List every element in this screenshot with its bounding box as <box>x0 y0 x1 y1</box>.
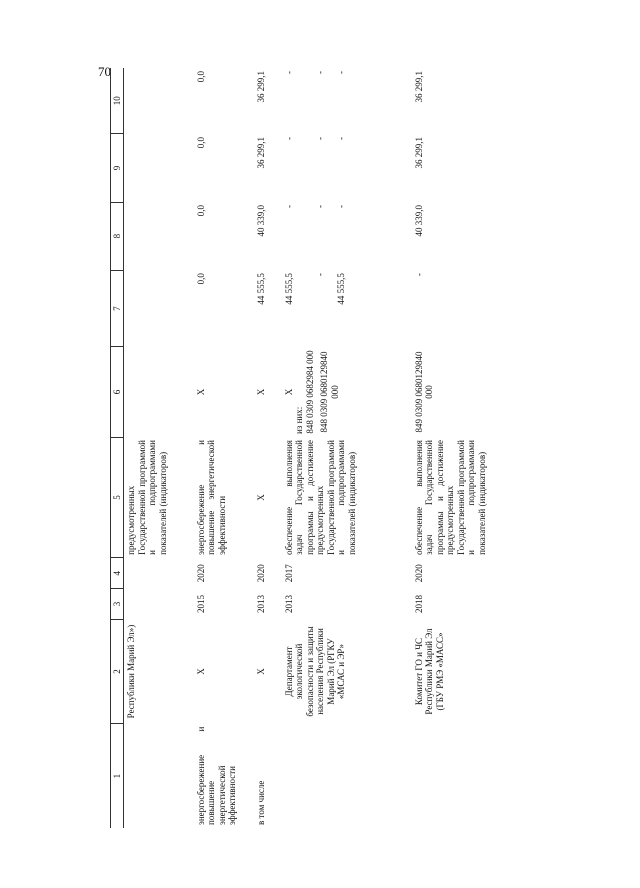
column-number-row <box>111 68 124 828</box>
col-header-7: 7 <box>111 270 124 347</box>
col-header-1: 1 <box>111 724 124 828</box>
cell-c7 <box>124 270 194 347</box>
cell-c7: 0,0 <box>195 273 206 285</box>
col-header-10: 10 <box>111 68 124 134</box>
cell-c6-total: Х <box>283 388 294 396</box>
cell-c3 <box>124 589 194 620</box>
cell-c7-line-1: - <box>315 273 325 277</box>
cell-c1 <box>282 724 412 828</box>
table-row <box>282 68 412 828</box>
table-row <box>194 68 254 828</box>
program-table <box>110 68 532 828</box>
cell-c6-code-1: 848 0309 0682984 000 <box>304 350 315 434</box>
col-header-2: 2 <box>111 619 124 723</box>
col-header-9: 9 <box>111 134 124 202</box>
col-header-3: 3 <box>111 589 124 620</box>
cell-c10-line-2: - <box>335 71 346 74</box>
cell-c5: предусмотренных Государственной программой и подпрограммами показателей (индикаторов) <box>126 440 168 555</box>
cell-c8-total: - <box>283 205 294 209</box>
col-header-8: 8 <box>111 202 124 270</box>
cell-c5: Х <box>255 494 266 501</box>
cell-c4: 2020 <box>195 564 206 583</box>
cell-c8-line-2: - <box>335 205 346 209</box>
table-row <box>412 68 532 828</box>
cell-c5: обеспечение выполнения задач Государственной программы и достижение предусмотренных Государственной программой и подпрограммами показателей (индикаторов) <box>413 440 487 555</box>
cell-c7-line-2: 44 555,5 <box>335 273 346 305</box>
cell-c9 <box>282 134 412 202</box>
cell-c10 <box>124 68 194 134</box>
cell-c6 <box>282 347 412 437</box>
cell-c9: 36 299,1 <box>255 136 266 169</box>
cell-c8 <box>124 202 194 270</box>
cell-c10: 36 299,1 <box>413 71 424 103</box>
cell-c4: 2017 <box>283 564 294 583</box>
cell-c9-line-2: - <box>335 136 346 140</box>
cell-c10-total: - <box>283 71 294 74</box>
cell-c10: 0,0 <box>195 71 206 83</box>
cell-c2: Х <box>255 668 266 675</box>
cell-c2: Республики Марий Эл») <box>126 624 136 719</box>
cell-c4: 2020 <box>255 564 266 583</box>
cell-c4: 2020 <box>413 564 424 583</box>
cell-c8: 40 339,0 <box>255 205 266 237</box>
cell-c2: Комитет ГО и ЧС Республики Марий Эл (ГБУ РМЭ «МАСС» <box>413 628 445 715</box>
col-header-5: 5 <box>111 437 124 558</box>
cell-c1: в том числе <box>255 780 266 825</box>
rotated-table-page <box>110 68 550 828</box>
page-number: 70 <box>98 64 111 79</box>
cell-c10: 36 299,1 <box>255 71 266 103</box>
cell-c10-line-1: - <box>315 71 325 74</box>
cell-c5: энергосбережение и повышение энергетической эффективности <box>195 440 227 555</box>
cell-c8: 0,0 <box>195 205 206 217</box>
cell-c9: 0,0 <box>195 136 206 149</box>
cell-c8: 40 339,0 <box>413 205 424 237</box>
cell-c5: обеспечение выполнения задач Государственной программы и достижение предусмотренных Государственной программой и подпрограммами показателей (индикаторов) <box>283 440 357 555</box>
cell-c6-subheading: из них: <box>294 406 304 435</box>
table-row <box>124 68 194 828</box>
cell-c1 <box>412 724 532 828</box>
cell-c7 <box>282 270 412 347</box>
cell-c7: 44 555,5 <box>255 273 266 305</box>
cell-c6: Х <box>255 388 266 396</box>
cell-c8-line-1: - <box>315 205 325 209</box>
cell-c8 <box>282 202 412 270</box>
cell-c3: 2015 <box>195 594 206 613</box>
cell-c7: - <box>413 273 424 277</box>
cell-c4 <box>124 558 194 589</box>
cell-c6: Х <box>195 388 206 396</box>
cell-c3: 2013 <box>255 594 266 613</box>
cell-c9: 36 299,1 <box>413 136 424 169</box>
table-row <box>254 68 282 828</box>
cell-c6: 849 0309 0680129840 000 <box>413 351 434 433</box>
col-header-6: 6 <box>111 347 124 437</box>
cell-c9 <box>124 134 194 202</box>
cell-c6 <box>124 347 194 437</box>
cell-c3: 2018 <box>413 594 424 613</box>
cell-c9-total: - <box>283 136 294 140</box>
cell-c2: Х <box>195 668 206 675</box>
cell-c2: Департамент экологической безопасности и защиты населения Республики Марий Эл (РГКУ «МСАС и ЭР» <box>283 626 346 717</box>
cell-c7-total: 44 555,5 <box>283 273 294 305</box>
cell-c1 <box>124 724 194 828</box>
cell-c6-code-2: 848 0309 0680129840 000 <box>319 351 340 433</box>
col-header-4: 4 <box>111 558 124 589</box>
cell-c3: 2013 <box>283 594 294 613</box>
cell-c9-line-1: - <box>315 136 325 140</box>
cell-c1: энергосбережение и повышение энергетической эффективности <box>195 726 237 825</box>
cell-c10 <box>282 68 412 134</box>
